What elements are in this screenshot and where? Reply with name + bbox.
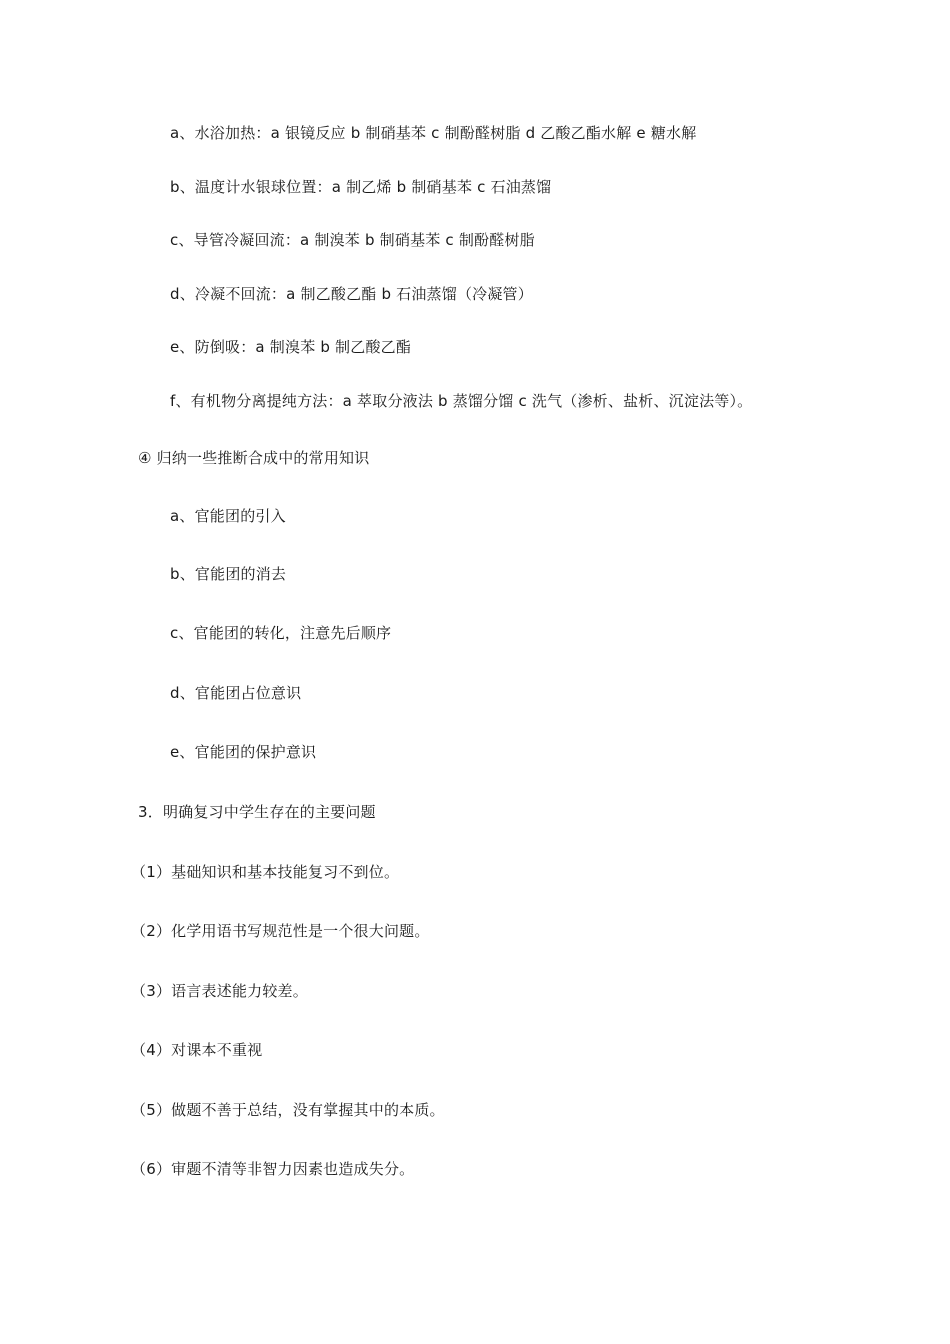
synthesis-item-eliminate: b、官能团的消去 [170,565,287,583]
experiment-item-water-bath: a、水浴加热：a 银镜反应 b 制硝基苯 c 制酚醛树脂 d 乙酸乙酯水解 e 糖水解 [170,124,697,142]
problem-item-5: （5）做题不善于总结，没有掌握其中的本质。 [131,1101,445,1119]
problem-item-2: （2）化学用语书写规范性是一个很大问题。 [131,922,430,940]
synthesis-item-protect: e、官能团的保护意识 [170,743,317,761]
synthesis-item-introduce: a、官能团的引入 [170,507,286,525]
section-heading-3: 3．明确复习中学生存在的主要问题 [138,803,376,821]
synthesis-item-convert: c、官能团的转化，注意先后顺序 [170,624,392,642]
experiment-item-condense: d、冷凝不回流：a 制乙酸乙酯 b 石油蒸馏（冷凝管） [170,285,533,303]
problem-item-4: （4）对课本不重视 [131,1041,263,1059]
problem-item-1: （1）基础知识和基本技能复习不到位。 [131,863,400,881]
section-heading-4: ④ 归纳一些推断合成中的常用知识 [138,449,370,467]
synthesis-item-placeholder: d、官能团占位意识 [170,684,302,702]
experiment-item-separation: f、有机物分离提纯方法：a 萃取分液法 b 蒸馏分馏 c 洗气（渗析、盐析、沉淀法等）。 [170,392,753,410]
experiment-item-reflux: c、导管冷凝回流：a 制溴苯 b 制硝基苯 c 制酚醛树脂 [170,231,535,249]
experiment-item-anti-suckback: e、防倒吸：a 制溴苯 b 制乙酸乙酯 [170,338,412,356]
experiment-item-thermometer: b、温度计水银球位置：a 制乙烯 b 制硝基苯 c 石油蒸馏 [170,178,552,196]
problem-item-6: （6）审题不清等非智力因素也造成失分。 [131,1160,415,1178]
problem-item-3: （3）语言表述能力较差。 [131,982,308,1000]
